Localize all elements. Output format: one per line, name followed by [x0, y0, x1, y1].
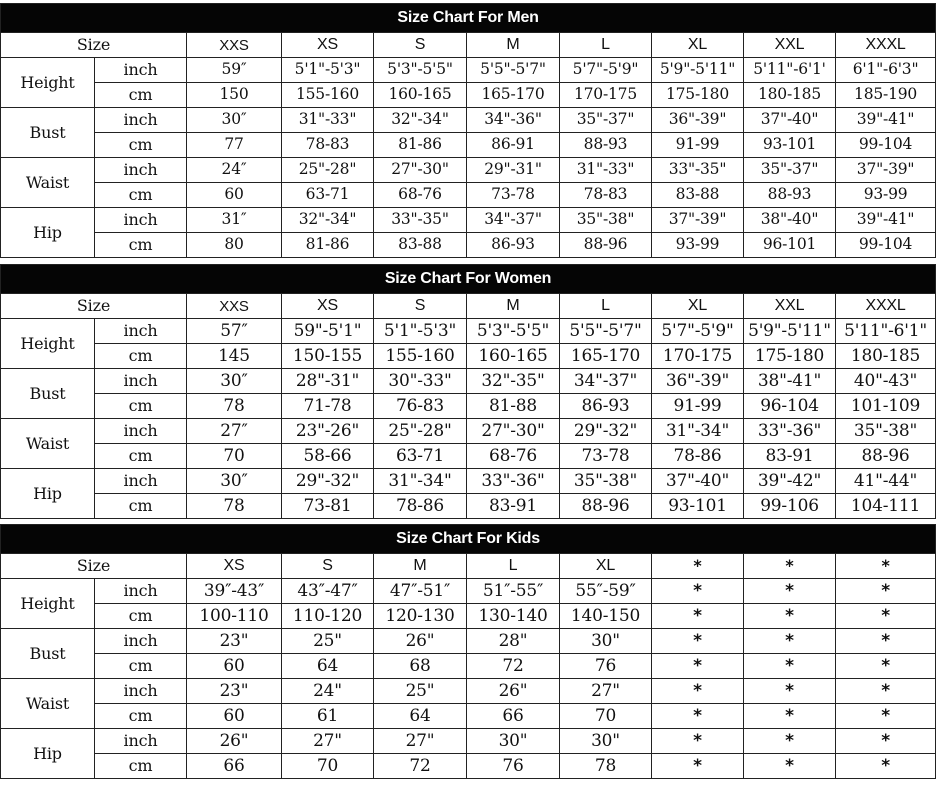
size-header-xs: XS [282, 33, 374, 58]
table-cell: 185-190 [836, 83, 936, 108]
table-cell: 88-93 [560, 133, 652, 158]
size-header-xs: XS [282, 294, 374, 319]
measure-label-bust: Bust [1, 369, 95, 419]
size-header-xl: XL [652, 33, 744, 58]
table-cell: 99-104 [836, 133, 936, 158]
table-cell: 29"-32" [560, 419, 652, 444]
placeholder-cell: * [836, 654, 936, 679]
table-cell: 155-160 [374, 344, 467, 369]
table-cell: 5'7"-5'9" [560, 58, 652, 83]
unit-label-inch: inch [95, 579, 187, 604]
table-cell: 68 [374, 654, 467, 679]
table-cell: 30″ [187, 469, 282, 494]
placeholder-cell: * [652, 579, 744, 604]
placeholder-cell: * [836, 679, 936, 704]
table-cell: 99-104 [836, 233, 936, 258]
table-cell: 24″ [187, 158, 282, 183]
table-cell: 73-78 [560, 444, 652, 469]
table-cell: 41"-44" [836, 469, 936, 494]
table-cell: 130-140 [467, 604, 560, 629]
table-cell: 66 [467, 704, 560, 729]
unit-label-inch: inch [95, 629, 187, 654]
table-cell: 30"-33" [374, 369, 467, 394]
table-cell: 81-88 [467, 394, 560, 419]
placeholder-cell: * [744, 704, 836, 729]
measure-label-hip: Hip [1, 469, 95, 519]
placeholder-cell: * [744, 604, 836, 629]
size-header-m: M [467, 33, 560, 58]
placeholder-cell: * [744, 679, 836, 704]
table-cell: 155-160 [282, 83, 374, 108]
size-header-s: S [374, 294, 467, 319]
table-cell: 83-91 [744, 444, 836, 469]
size-header-l: L [467, 554, 560, 579]
measure-label-waist: Waist [1, 158, 95, 208]
table-cell: 35"-38" [560, 469, 652, 494]
size-header-s: S [282, 554, 374, 579]
size-header-label: Size [1, 33, 187, 58]
table-cell: 78 [187, 394, 282, 419]
unit-label-inch: inch [95, 419, 187, 444]
table-cell: 80 [187, 233, 282, 258]
size-header-xxs: XXS [187, 294, 282, 319]
table-cell: 57″ [187, 319, 282, 344]
table-cell: 72 [374, 754, 467, 779]
measure-label-height: Height [1, 58, 95, 108]
placeholder-cell: * [652, 679, 744, 704]
table-cell: 81-86 [374, 133, 467, 158]
table-cell: 78-86 [652, 444, 744, 469]
table-cell: 96-101 [744, 233, 836, 258]
table-cell: 86-93 [560, 394, 652, 419]
table-cell: 88-96 [560, 233, 652, 258]
table-cell: 70 [187, 444, 282, 469]
placeholder-cell: * [652, 629, 744, 654]
table-cell: 28" [467, 629, 560, 654]
size-header-xxl: XXL [744, 33, 836, 58]
table-cell: 104-111 [836, 494, 936, 519]
table-cell: 64 [282, 654, 374, 679]
table-cell: 5'1"-5'3" [374, 319, 467, 344]
table-cell: 25" [282, 629, 374, 654]
table-cell: 64 [374, 704, 467, 729]
table-cell: 34"-37" [560, 369, 652, 394]
table-cell: 27" [374, 729, 467, 754]
table-cell: 60 [187, 704, 282, 729]
size-header-xxxl: XXXL [836, 33, 936, 58]
placeholder-cell: * [652, 604, 744, 629]
table-cell: 47″-51″ [374, 579, 467, 604]
table-cell: 34"-37" [467, 208, 560, 233]
size-header-l: L [560, 33, 652, 58]
placeholder-cell: * [836, 604, 936, 629]
table-cell: 59"-5'1" [282, 319, 374, 344]
table-cell: 39"-41" [836, 208, 936, 233]
placeholder-cell: * [836, 754, 936, 779]
table-cell: 32"-35" [467, 369, 560, 394]
table-cell: 78-86 [374, 494, 467, 519]
unit-label-cm: cm [95, 133, 187, 158]
table-cell: 26" [374, 629, 467, 654]
table-cell: 34"-36" [467, 108, 560, 133]
table-cell: 27"-30" [374, 158, 467, 183]
table-cell: 86-93 [467, 233, 560, 258]
table-cell: 88-96 [836, 444, 936, 469]
table-cell: 29"-31" [467, 158, 560, 183]
table-cell: 68-76 [467, 444, 560, 469]
unit-label-cm: cm [95, 604, 187, 629]
unit-label-inch: inch [95, 679, 187, 704]
size-header-xl: XL [652, 294, 744, 319]
table-cell: 32"-34" [282, 208, 374, 233]
table-cell: 63-71 [282, 183, 374, 208]
kids-size-table [0, 524, 936, 779]
table-cell: 165-170 [560, 344, 652, 369]
table-cell: 39″-43″ [187, 579, 282, 604]
table-cell: 150 [187, 83, 282, 108]
table-cell: 175-180 [652, 83, 744, 108]
table-cell: 110-120 [282, 604, 374, 629]
unit-label-cm: cm [95, 704, 187, 729]
table-cell: 43″-47″ [282, 579, 374, 604]
table-cell: 93-99 [652, 233, 744, 258]
size-header-m: M [374, 554, 467, 579]
table-cell: 31"-33" [282, 108, 374, 133]
placeholder-cell: * [836, 704, 936, 729]
table-cell: 30" [467, 729, 560, 754]
size-header-xxxl: XXXL [836, 294, 936, 319]
table-cell: 38"-40" [744, 208, 836, 233]
table-cell: 71-78 [282, 394, 374, 419]
table-cell: 37"-39" [652, 208, 744, 233]
table-cell: 72 [467, 654, 560, 679]
table-cell: 35"-38" [836, 419, 936, 444]
table-cell: 23" [187, 679, 282, 704]
table-cell: 86-91 [467, 133, 560, 158]
table-cell: 33"-35" [652, 158, 744, 183]
table-cell: 73-81 [282, 494, 374, 519]
table-cell: 37"-40" [744, 108, 836, 133]
table-cell: 93-101 [744, 133, 836, 158]
table-cell: 88-93 [744, 183, 836, 208]
table-cell: 5'5"-5'7" [560, 319, 652, 344]
table-cell: 150-155 [282, 344, 374, 369]
measure-label-bust: Bust [1, 629, 95, 679]
placeholder-cell: * [744, 579, 836, 604]
table-cell: 5'3"-5'5" [374, 58, 467, 83]
table-cell: 100-110 [187, 604, 282, 629]
placeholder-cell: * [836, 579, 936, 604]
table-cell: 27" [560, 679, 652, 704]
women-size-table [0, 264, 936, 519]
table-cell: 170-175 [652, 344, 744, 369]
placeholder-cell: * [744, 754, 836, 779]
table-cell: 160-165 [374, 83, 467, 108]
table-cell: 33"-36" [744, 419, 836, 444]
placeholder-cell: * [652, 754, 744, 779]
table-cell: 5'3"-5'5" [467, 319, 560, 344]
placeholder-cell: * [744, 729, 836, 754]
table-cell: 78-83 [560, 183, 652, 208]
unit-label-inch: inch [95, 729, 187, 754]
table-cell: 5'7"-5'9" [652, 319, 744, 344]
table-cell: 180-185 [744, 83, 836, 108]
table-cell: 35"-38" [560, 208, 652, 233]
unit-label-cm: cm [95, 494, 187, 519]
placeholder-cell: * [836, 629, 936, 654]
table-cell: 83-88 [652, 183, 744, 208]
unit-label-cm: cm [95, 654, 187, 679]
table-cell: 6'1"-6'3" [836, 58, 936, 83]
table-cell: 63-71 [374, 444, 467, 469]
table-cell: 35"-37" [744, 158, 836, 183]
table-cell: 32"-34" [374, 108, 467, 133]
table-cell: 30" [560, 629, 652, 654]
unit-label-cm: cm [95, 394, 187, 419]
size-header-label: Size [1, 294, 187, 319]
table-cell: 28"-31" [282, 369, 374, 394]
unit-label-cm: cm [95, 754, 187, 779]
table-cell: 76 [467, 754, 560, 779]
table-cell: 140-150 [560, 604, 652, 629]
table-cell: 5'9"-5'11" [652, 58, 744, 83]
table-cell: 60 [187, 183, 282, 208]
table-cell: 81-86 [282, 233, 374, 258]
table-cell: 27″ [187, 419, 282, 444]
measure-label-height: Height [1, 579, 95, 629]
table-cell: 99-106 [744, 494, 836, 519]
unit-label-cm: cm [95, 183, 187, 208]
unit-label-cm: cm [95, 444, 187, 469]
measure-label-height: Height [1, 319, 95, 369]
size-header-placeholder: * [836, 554, 936, 579]
table-cell: 25"-28" [374, 419, 467, 444]
size-header-m: M [467, 294, 560, 319]
table-cell: 5'11"-6'1' [744, 58, 836, 83]
table-cell: 76 [560, 654, 652, 679]
table-cell: 26" [467, 679, 560, 704]
table-cell: 26" [187, 729, 282, 754]
men-size-table [0, 3, 936, 258]
table-cell: 59″ [187, 58, 282, 83]
size-header-l: L [560, 294, 652, 319]
table-cell: 165-170 [467, 83, 560, 108]
placeholder-cell: * [744, 654, 836, 679]
table-cell: 55″-59″ [560, 579, 652, 604]
placeholder-cell: * [652, 654, 744, 679]
table-cell: 160-165 [467, 344, 560, 369]
table-cell: 78-83 [282, 133, 374, 158]
table-cell: 29"-32" [282, 469, 374, 494]
table-cell: 37"-40" [652, 469, 744, 494]
unit-label-cm: cm [95, 83, 187, 108]
chart-title: Size Chart For Men [1, 4, 936, 33]
measure-label-hip: Hip [1, 208, 95, 258]
measure-label-bust: Bust [1, 108, 95, 158]
table-cell: 30″ [187, 108, 282, 133]
table-cell: 180-185 [836, 344, 936, 369]
table-cell: 23"-26" [282, 419, 374, 444]
size-header-placeholder: * [652, 554, 744, 579]
unit-label-inch: inch [95, 58, 187, 83]
table-cell: 77 [187, 133, 282, 158]
table-cell: 31"-33" [560, 158, 652, 183]
table-cell: 76-83 [374, 394, 467, 419]
table-cell: 83-88 [374, 233, 467, 258]
table-cell: 96-104 [744, 394, 836, 419]
table-cell: 66 [187, 754, 282, 779]
table-cell: 70 [282, 754, 374, 779]
table-cell: 40"-43" [836, 369, 936, 394]
size-header-s: S [374, 33, 467, 58]
table-cell: 101-109 [836, 394, 936, 419]
table-cell: 61 [282, 704, 374, 729]
table-cell: 51″-55″ [467, 579, 560, 604]
placeholder-cell: * [652, 704, 744, 729]
table-cell: 5'1"-5'3" [282, 58, 374, 83]
table-cell: 93-101 [652, 494, 744, 519]
table-cell: 78 [187, 494, 282, 519]
placeholder-cell: * [744, 629, 836, 654]
table-cell: 83-91 [467, 494, 560, 519]
table-cell: 175-180 [744, 344, 836, 369]
table-cell: 88-96 [560, 494, 652, 519]
table-cell: 36"-39" [652, 369, 744, 394]
table-cell: 25"-28" [282, 158, 374, 183]
table-cell: 33"-35" [374, 208, 467, 233]
chart-title: Size Chart For Women [1, 265, 936, 294]
size-header-xl: XL [560, 554, 652, 579]
table-cell: 120-130 [374, 604, 467, 629]
table-cell: 35"-37" [560, 108, 652, 133]
table-cell: 39"-42" [744, 469, 836, 494]
unit-label-inch: inch [95, 369, 187, 394]
placeholder-cell: * [652, 729, 744, 754]
table-cell: 5'9"-5'11" [744, 319, 836, 344]
table-cell: 31"-34" [374, 469, 467, 494]
unit-label-inch: inch [95, 158, 187, 183]
table-cell: 38"-41" [744, 369, 836, 394]
table-cell: 30" [560, 729, 652, 754]
table-cell: 31″ [187, 208, 282, 233]
table-cell: 5'11"-6'1" [836, 319, 936, 344]
unit-label-inch: inch [95, 208, 187, 233]
table-cell: 23" [187, 629, 282, 654]
size-header-xs: XS [187, 554, 282, 579]
table-cell: 91-99 [652, 394, 744, 419]
table-cell: 91-99 [652, 133, 744, 158]
table-cell: 5'5"-5'7" [467, 58, 560, 83]
unit-label-inch: inch [95, 319, 187, 344]
unit-label-inch: inch [95, 108, 187, 133]
size-header-placeholder: * [744, 554, 836, 579]
size-header-xxl: XXL [744, 294, 836, 319]
table-cell: 58-66 [282, 444, 374, 469]
table-cell: 145 [187, 344, 282, 369]
table-cell: 33"-36" [467, 469, 560, 494]
table-cell: 25" [374, 679, 467, 704]
unit-label-cm: cm [95, 344, 187, 369]
table-cell: 37"-39" [836, 158, 936, 183]
table-cell: 27"-30" [467, 419, 560, 444]
measure-label-waist: Waist [1, 419, 95, 469]
measure-label-waist: Waist [1, 679, 95, 729]
table-cell: 36"-39" [652, 108, 744, 133]
unit-label-inch: inch [95, 469, 187, 494]
table-cell: 31"-34" [652, 419, 744, 444]
table-cell: 170-175 [560, 83, 652, 108]
table-cell: 78 [560, 754, 652, 779]
unit-label-cm: cm [95, 233, 187, 258]
placeholder-cell: * [836, 729, 936, 754]
table-cell: 27" [282, 729, 374, 754]
table-cell: 93-99 [836, 183, 936, 208]
table-cell: 68-76 [374, 183, 467, 208]
table-cell: 39"-41" [836, 108, 936, 133]
table-cell: 30″ [187, 369, 282, 394]
size-header-label: Size [1, 554, 187, 579]
table-cell: 70 [560, 704, 652, 729]
table-cell: 24" [282, 679, 374, 704]
measure-label-hip: Hip [1, 729, 95, 779]
size-header-xxs: XXS [187, 33, 282, 58]
chart-title: Size Chart For Kids [1, 525, 936, 554]
table-cell: 73-78 [467, 183, 560, 208]
table-cell: 60 [187, 654, 282, 679]
